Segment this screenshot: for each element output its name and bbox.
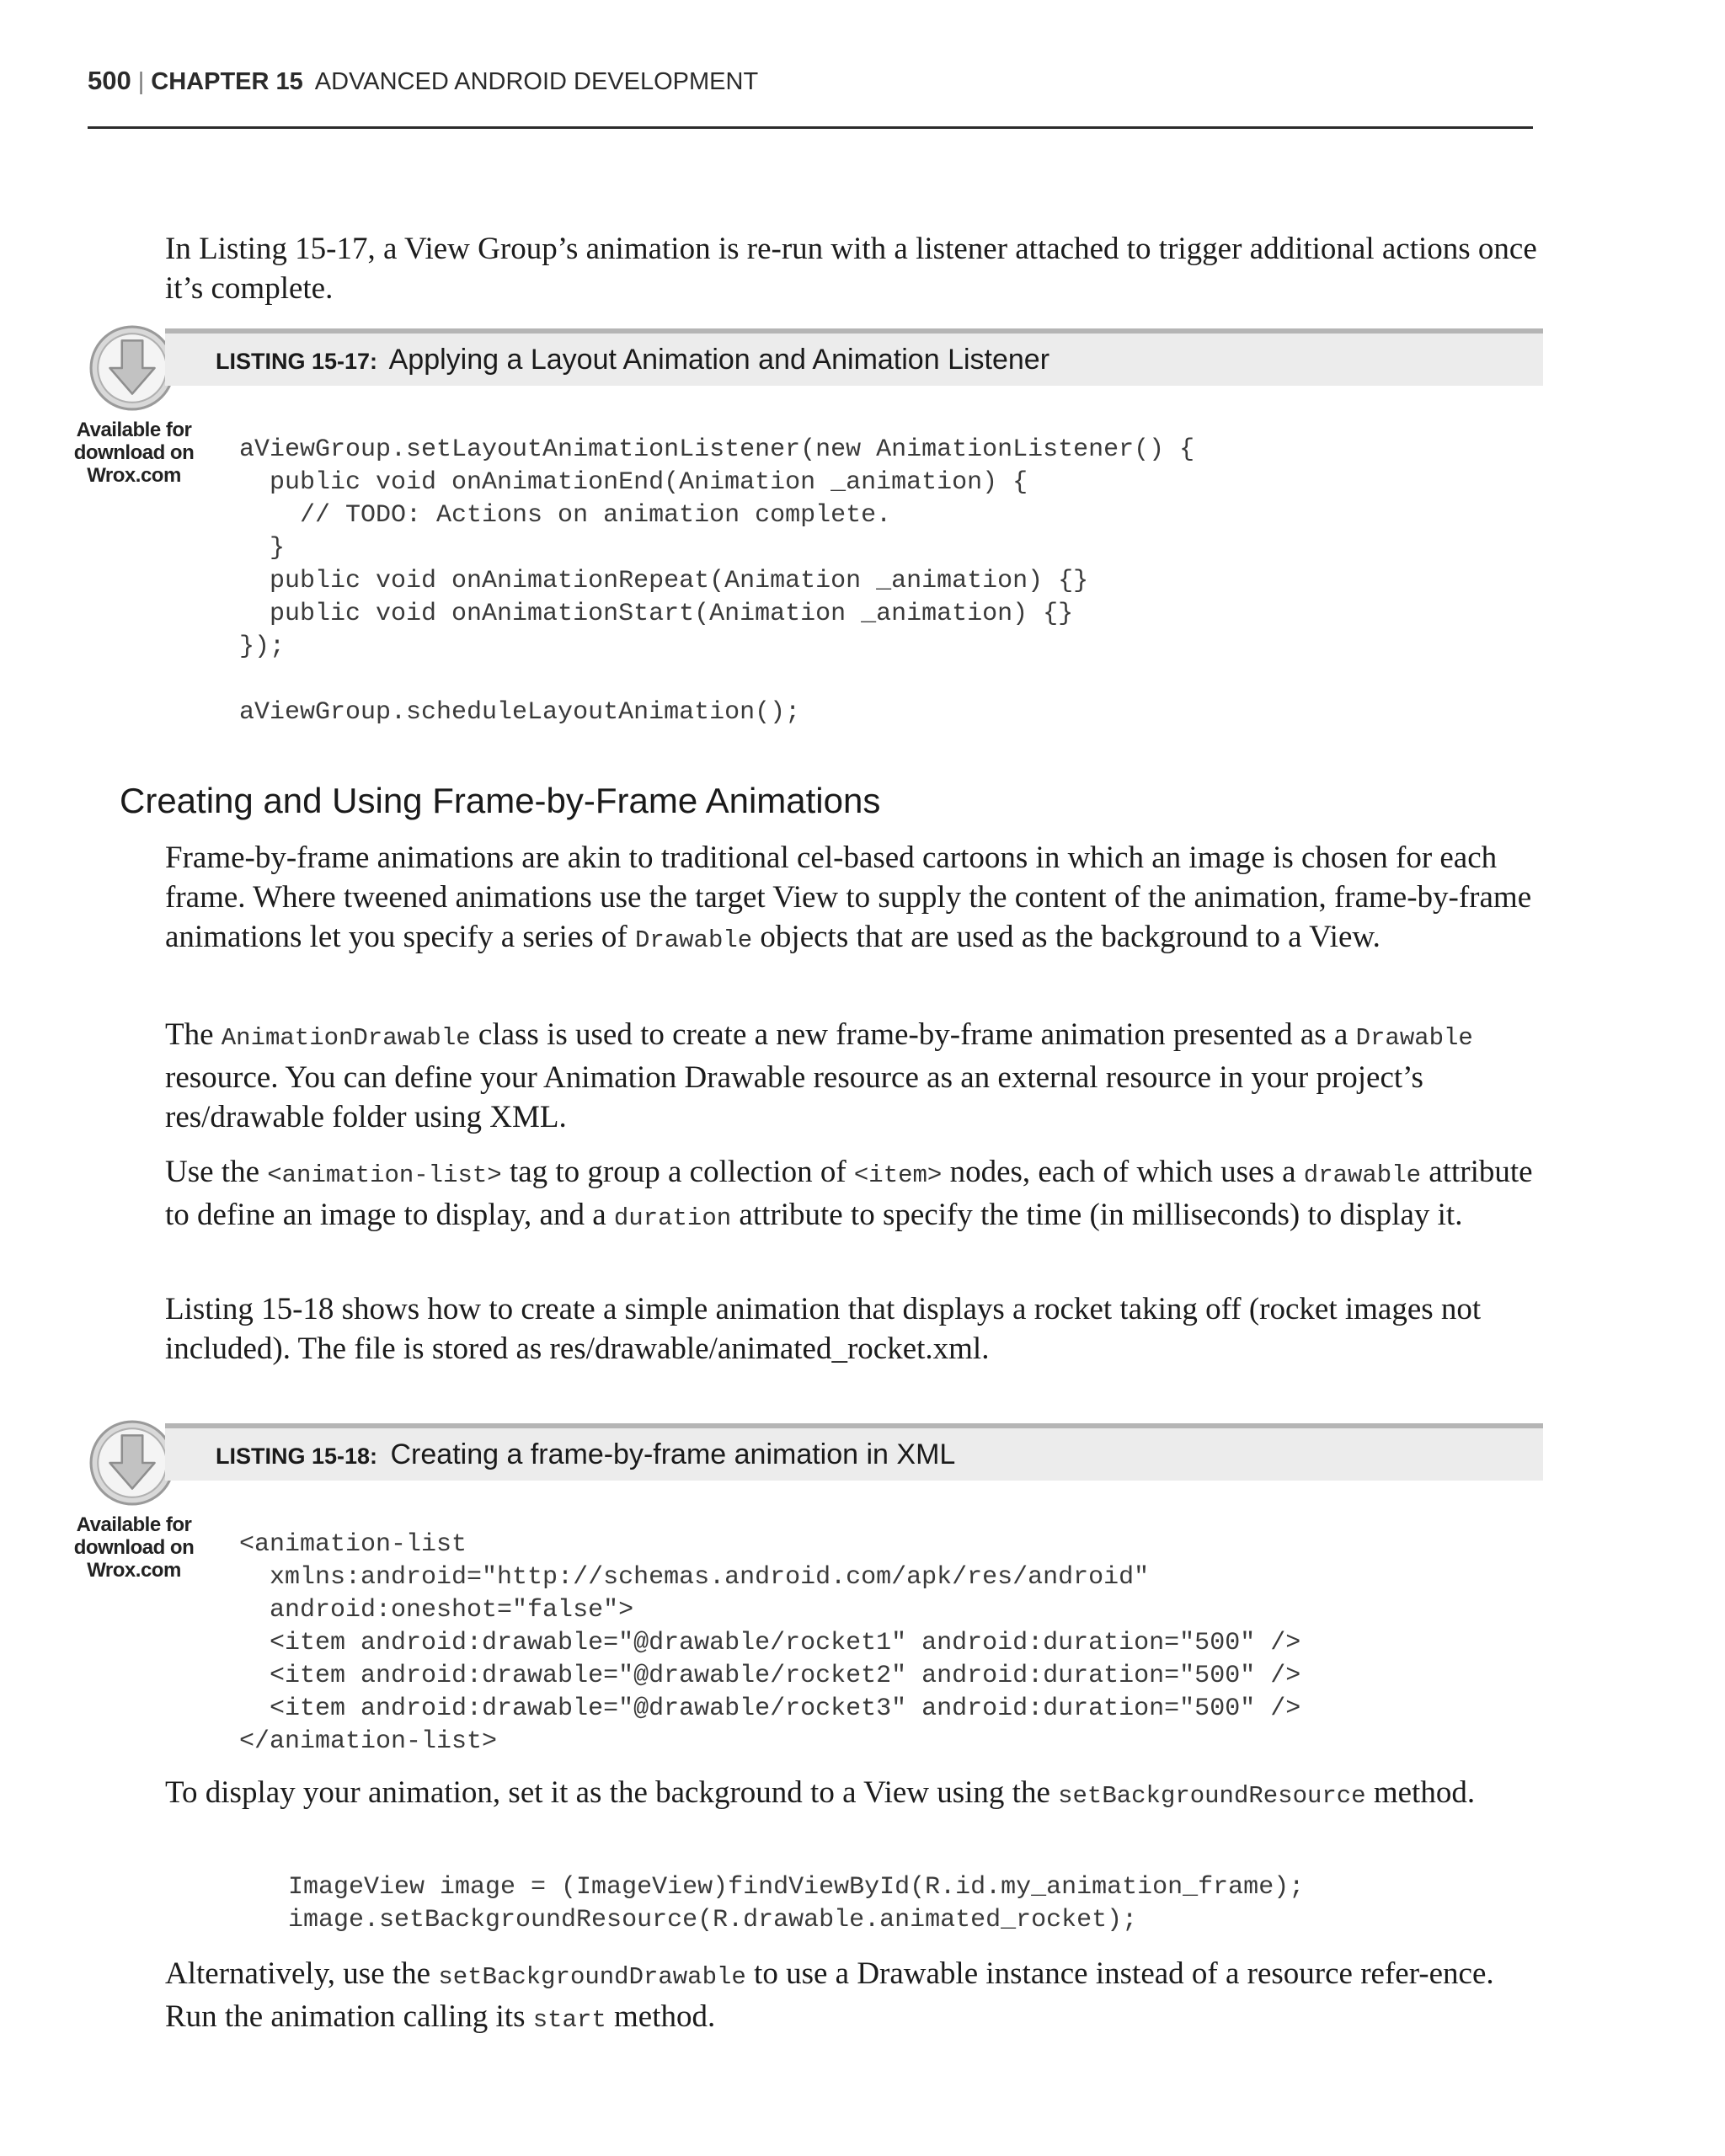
chapter-label: CHAPTER 15 xyxy=(151,68,303,95)
listing-number: LISTING 15-18: xyxy=(216,1444,378,1469)
download-arrow-icon xyxy=(89,325,175,411)
header-separator: | xyxy=(137,68,145,95)
body-paragraph: Listing 15-18 shows how to create a simple animation that displays a rocket taking off (rocket images not included). The file is stored as res/drawable/animated_rocket.xml. xyxy=(165,1292,1482,1366)
listing-title xyxy=(216,1438,955,1471)
download-label[interactable] xyxy=(71,1513,197,1582)
body-paragraph: Frame-by-frame animations are akin to traditional cel-based cartoons in which an image is chosen for each frame. Where tweened animations use the target View to supply the content of the animation, frame-by-frame animations let you specify a series of Drawable objects that are used as the background to a View. xyxy=(165,841,1532,954)
download-label[interactable] xyxy=(71,419,197,487)
inline-code: AnimationDrawable xyxy=(221,1024,471,1052)
download-label-line: download on xyxy=(73,441,195,464)
intro-paragraph: In Listing 15-17, a View Group’s animation is re-run with a listener attached to trigger additional actions once it’s complete. xyxy=(165,232,1537,306)
listing-title xyxy=(216,344,1049,376)
section-heading: Creating and Using Frame-by-Frame Animations xyxy=(120,781,881,820)
inline-code: start xyxy=(532,2006,606,2034)
inline-code: setBackgroundDrawable xyxy=(438,1963,746,1991)
download-label-line: download on xyxy=(73,1536,195,1559)
download-label-line: Available for xyxy=(76,419,192,441)
inline-code: <animation-list> xyxy=(267,1161,502,1189)
download-label-line: Wrox.com xyxy=(87,1559,181,1582)
download-label-line: Wrox.com xyxy=(87,464,181,487)
listing-title-bar xyxy=(165,328,1543,386)
inline-code: duration xyxy=(613,1204,732,1232)
body-paragraph: Use the <animation-list> tag to group a collection of <item> nodes, each of which uses a drawable attribute to define an image to display, and a duration attribute to specify the time (in milliseconds) to display it. xyxy=(165,1155,1533,1232)
download-label-line: Available for xyxy=(76,1513,192,1536)
header-rule xyxy=(88,126,1533,129)
inline-code: drawable xyxy=(1303,1161,1422,1189)
running-header xyxy=(88,66,1528,96)
download-arrow-icon xyxy=(89,1420,175,1506)
listing-title-bar xyxy=(165,1423,1543,1481)
inline-code: setBackgroundResource xyxy=(1058,1782,1366,1810)
code-listing: aViewGroup.setLayoutAnimationListener(new AnimationListener() { public void onAnimationEnd(Animation _animation) { // TODO: Actions on animation complete. } public void onAnimationRepeat(Animation _animation) {} public void onAnimationStart(Animation _animation) {} }); aViewGroup.scheduleLayoutAnimation(); xyxy=(239,435,1195,727)
inline-code: Drawable xyxy=(1355,1024,1473,1052)
page-number: 500 xyxy=(88,66,131,95)
body-paragraph: To display your animation, set it as the background to a View using the setBackgroundResource method. xyxy=(165,1775,1476,1810)
inline-code: <item> xyxy=(853,1161,943,1189)
body-paragraph: The AnimationDrawable class is used to create a new frame-by-frame animation presented as a Drawable resource. You can define your Animation Drawable resource as an external resource in your project’s res/drawable folder using XML. xyxy=(165,1017,1473,1134)
code-listing: <animation-list xmlns:android="http://schemas.android.com/apk/res/android" android:oneshot="false"> <item android:drawable="@drawable/rocket1" android:duration="500" /> <item android:drawable="@drawable/rocket2" android:duration="500" /> <item android:drawable="@drawable/rocket3" android:duration="500" /> </animation-list> xyxy=(239,1530,1301,1756)
inline-code: Drawable xyxy=(634,926,753,954)
listing-caption: Creating a frame-by-frame animation in XML xyxy=(390,1438,956,1470)
code-snippet: ImageView image = (ImageView)findViewById(R.id.my_animation_frame); image.setBackgroundResource(R.drawable.animated_rocket); xyxy=(288,1873,1305,1935)
chapter-title: ADVANCED ANDROID DEVELOPMENT xyxy=(314,68,759,95)
listing-caption: Applying a Layout Animation and Animation Listener xyxy=(388,344,1050,376)
body-paragraph: Alternatively, use the setBackgroundDrawable to use a Drawable instance instead of a resource refer-ence. Run the animation calling its start method. xyxy=(165,1956,1494,2034)
listing-number: LISTING 15-17: xyxy=(216,349,378,374)
